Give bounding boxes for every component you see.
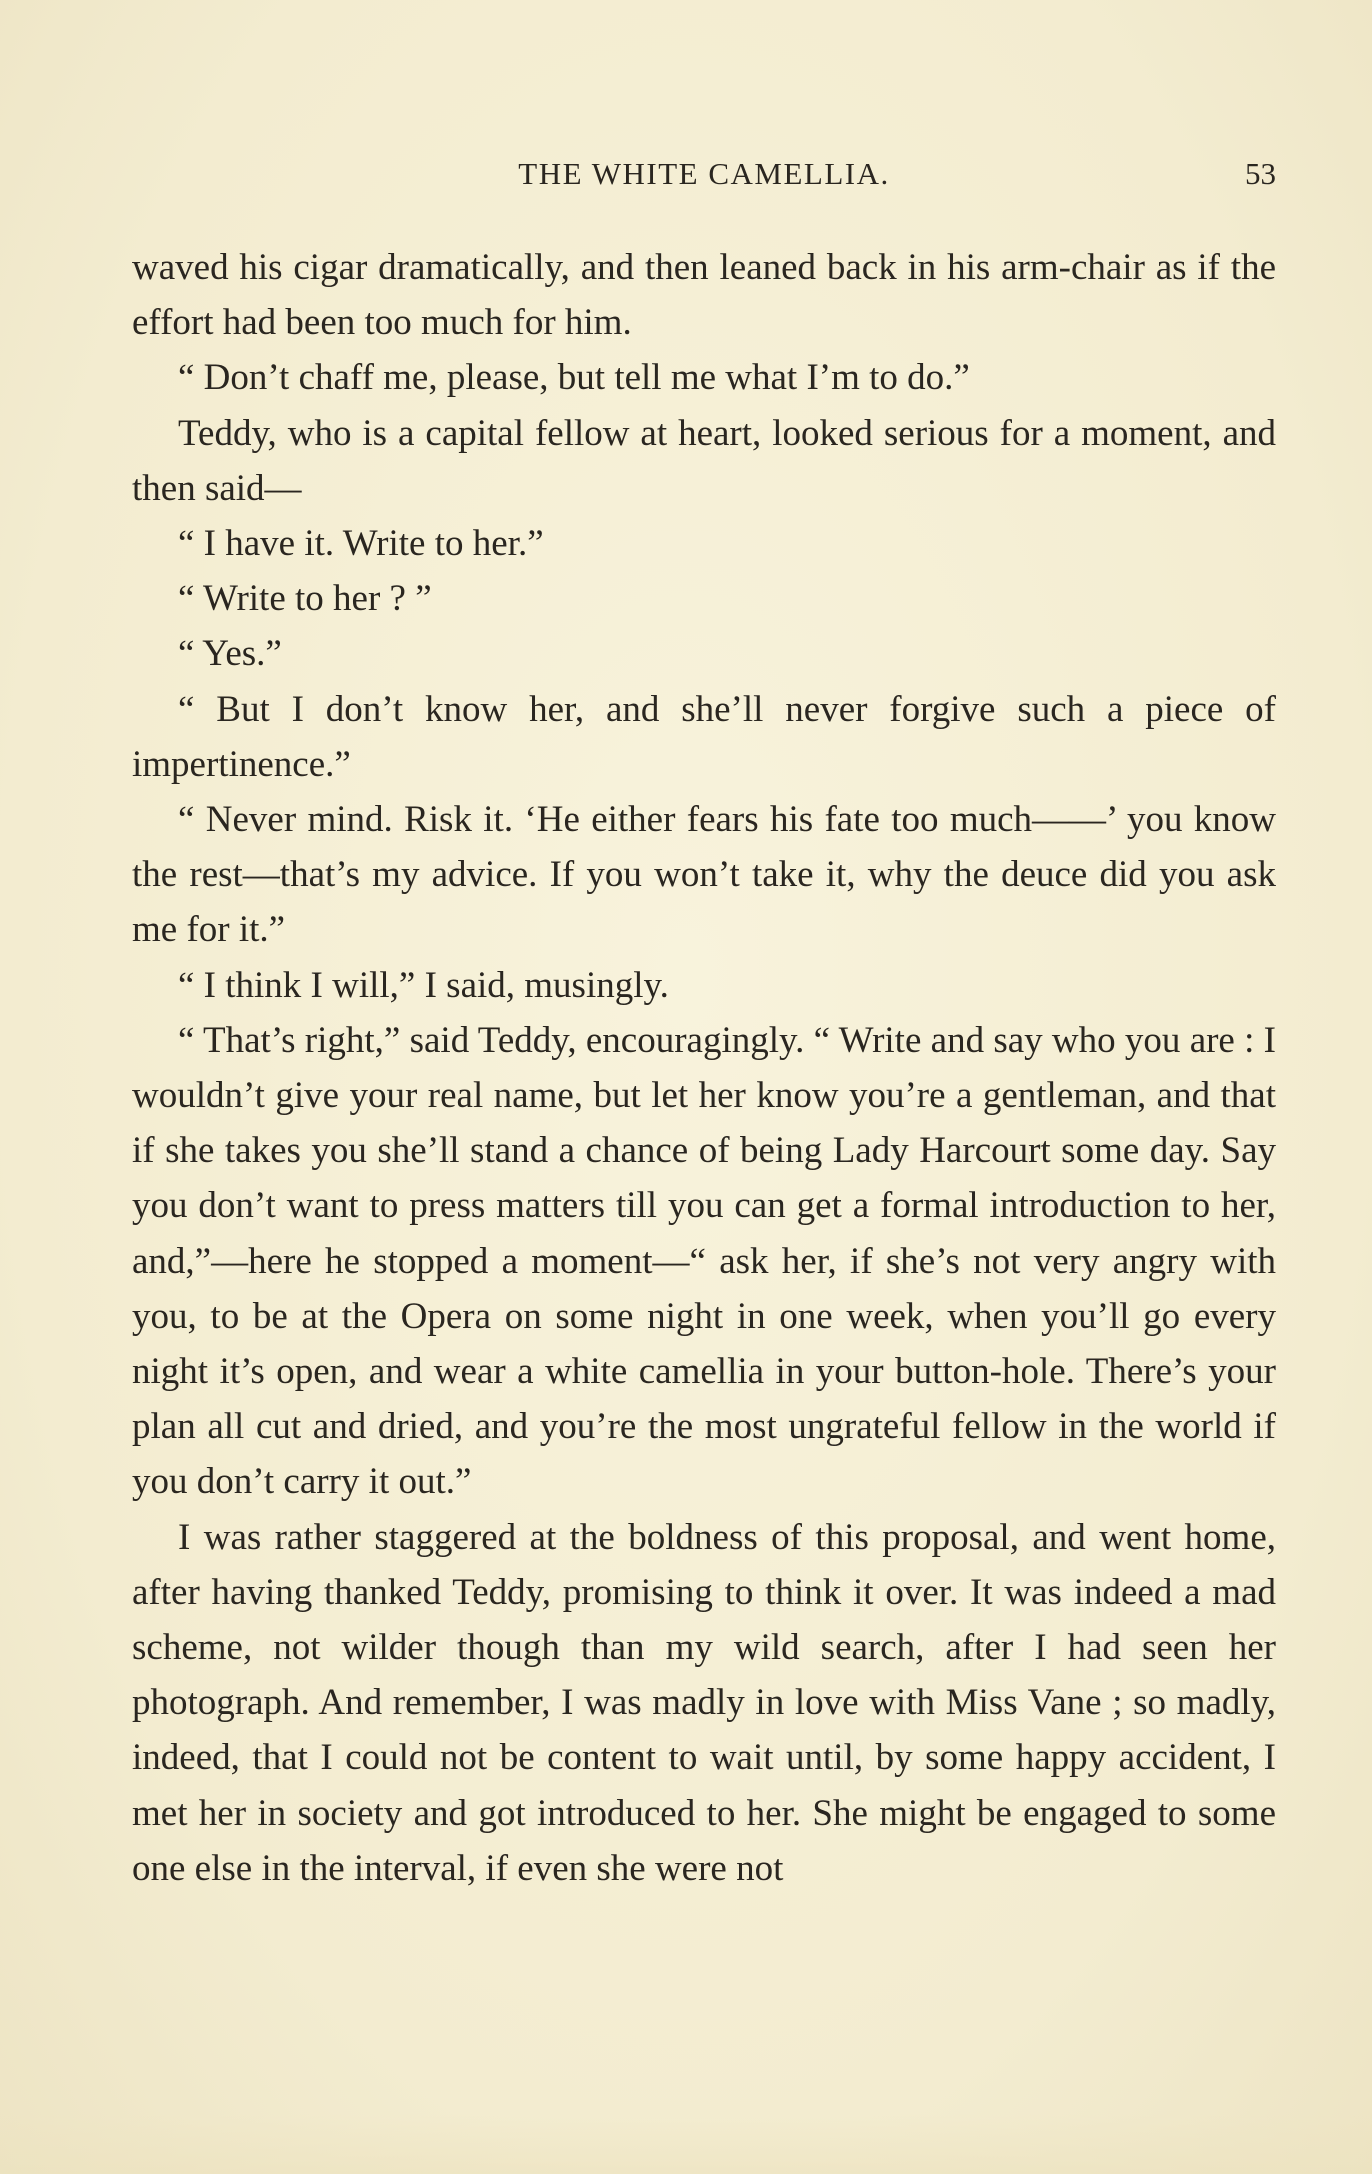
paragraph: “ Yes.” bbox=[178, 633, 282, 675]
book-page bbox=[132, 150, 1276, 1896]
running-title: THE WHITE CAMELLIA. bbox=[518, 156, 890, 191]
page-number: 53 bbox=[1245, 156, 1276, 191]
paragraph: “ Never mind. Risk it. ‘He either fears his fate too much——’ you know the rest—that’s my advice. If you won’t take it, why the deuce did you ask me for it.” bbox=[132, 799, 1276, 951]
paragraph: “ That’s right,” said Teddy, encouragingly. “ Write and say who you are : I wouldn’t give your real name, but let her know you’re a gentleman, and that if she takes you she’ll stand a chance of being Lady Harcourt some day. Say you don’t want to press matters till you can get a formal introduction to her, and,”—here he stopped a moment—“ ask her, if she’s not very angry with you, to be at the Opera on some night in one week, when you’ll go every night it’s open, and wear a white camellia in your button-hole. There’s your plan all cut and dried, and you’re the most ungrateful fellow in the world if you don’t carry it out.” bbox=[132, 1019, 1276, 1503]
paragraph: Teddy, who is a capital fellow at heart, looked serious for a moment, and then said— bbox=[132, 412, 1276, 509]
paragraph: I was rather staggered at the boldness of this proposal, and went home, after having thanked Teddy, promising to think it over. It was indeed a mad scheme, not wilder though than my wild search, after I had seen her photograph. And remember, I was madly in love with Miss Vane ; so madly, indeed, that I could not be content to wait until, by some happy accident, I met her in society and got introduced to her. She might be engaged to some one else in the interval, if even she were not bbox=[132, 1516, 1276, 1889]
paragraph: “ I think I will,” I said, musingly. bbox=[178, 964, 669, 1006]
paragraph: “ Write to her ? ” bbox=[178, 578, 432, 620]
paragraph: waved his cigar dramatically, and then leaned back in his arm-chair as if the effort had been too much for him. bbox=[132, 247, 1276, 344]
paragraph: “ But I don’t know her, and she’ll never forgive such a piece of impertinence.” bbox=[132, 688, 1276, 785]
paragraph: “ I have it. Write to her.” bbox=[178, 523, 544, 565]
page-edge-shading bbox=[0, 2114, 1372, 2174]
body-text bbox=[132, 240, 1276, 1896]
running-head bbox=[132, 150, 1276, 200]
paragraph: “ Don’t chaff me, please, but tell me what I’m to do.” bbox=[178, 357, 970, 399]
